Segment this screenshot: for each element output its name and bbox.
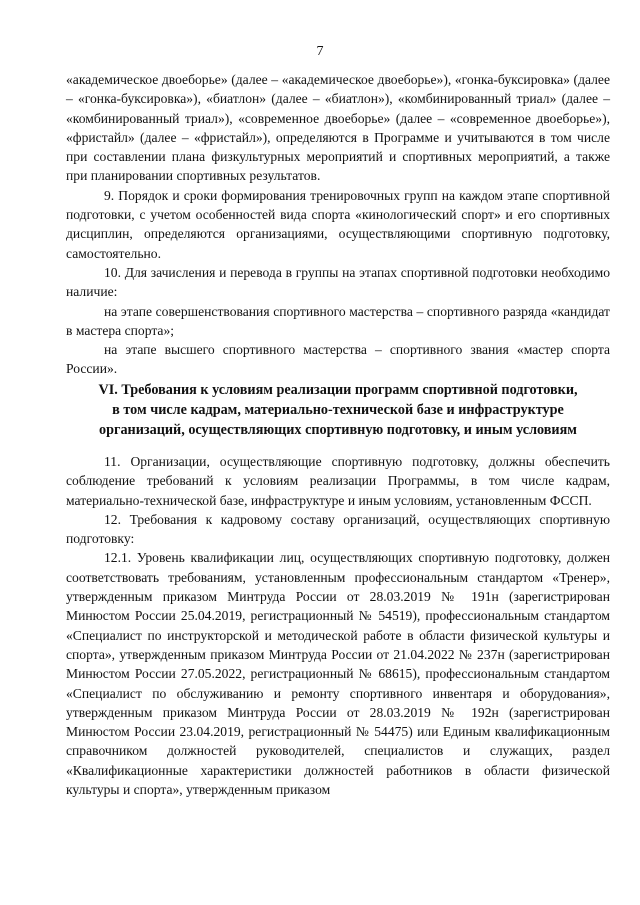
- paragraph-12-1-qualification: 12.1. Уровень квалификации лиц, осуществляющих спортивную подготовку, должен соответствовать требованиям, установленным профессиональным стандартом «Тренер», утвержденным приказом Минтруда России от 28.03.2019 № 191н (зарегистрирован Минюстом России 25.04.2019, регистрационный № 54519), профессиональным стандартом «Специалист по инструкторской и методической работе в области физической культуры и спорта», утвержденным приказом Минтруда России от 21.04.2022 № 237н (зарегистрирован Минюстом России 27.05.2022, регистрационный № 68615), профессиональным стандартом «Специалист по обслуживанию и ремонту спортивного инвентаря и оборудования», утвержденным приказом Минтруда России от 28.03.2019 № 192н (зарегистрирован Минюстом России 23.04.2019, регистрационный № 54475) или Единым квалификационным справочником должностей руководителей, специалистов и служащих, раздел «Квалификационные характеристики должностей работников в области физической культуры и спорта», утвержденным приказом: [66, 550, 610, 798]
- paragraph-11-organizations: 11. Организации, осуществляющие спортивную подготовку, должны обеспечить соблюдение требований к условиям реализации Программы, в том числе кадрам, материально-технической базе, инфраструктуре и иным условиям, установленным ФССП.: [66, 454, 610, 508]
- section-heading-line-3: организаций, осуществляющих спортивную подготовку, и иным условиям: [99, 422, 577, 438]
- paragraph-9-group-formation: 9. Порядок и сроки формирования тренировочных групп на каждом этапе спортивной подготовки, с учетом особенностей вида спорта «кинологический спорт» и его спортивных дисциплин, определяются организациями, осуществляющими спортивную подготовку, самостоятельно.: [66, 187, 610, 261]
- page-number: 7: [316, 44, 324, 59]
- paragraph-improvement-stage: на этапе совершенствования спортивного мастерства – спортивного разряда «кандидат в мастера спорта»;: [66, 303, 610, 338]
- section-heading-line-2: в том числе кадрам, материально-технической базе и инфраструктуре: [112, 402, 564, 418]
- paragraph-higher-mastery-stage: на этапе высшего спортивного мастерства – спортивного звания «мастер спорта России».: [66, 342, 610, 377]
- section-heading-line-1: VI. Требования к условиям реализации программ спортивной подготовки,: [98, 382, 578, 398]
- body-text-top: [66, 70, 610, 379]
- body-text-bottom: [66, 452, 610, 799]
- section-heading: [66, 380, 610, 440]
- paragraph-sports-disciplines: «академическое двоеборье» (далее – «академическое двоеборье»), «гонка-буксировка» (далее – «гонка-буксировка»), «биатлон» (далее – «биатлон»), «комбинированный триал» (далее – «комбинированный триал»), «современное двоеборье» (далее – «современное двоеборье»), «фристайл» (далее – «фристайл»), определяются в Программе и учитываются в том числе при составлении плана физкультурных мероприятий и спортивных мероприятий, а также при планировании спортивных результатов.: [66, 72, 610, 184]
- paragraph-12-staff-requirements: 12. Требования к кадровому составу организаций, осуществляющих спортивную подготовку:: [66, 511, 610, 547]
- paragraph-10-enrollment: 10. Для зачисления и перевода в группы на этапах спортивной подготовки необходимо наличие:: [66, 264, 610, 300]
